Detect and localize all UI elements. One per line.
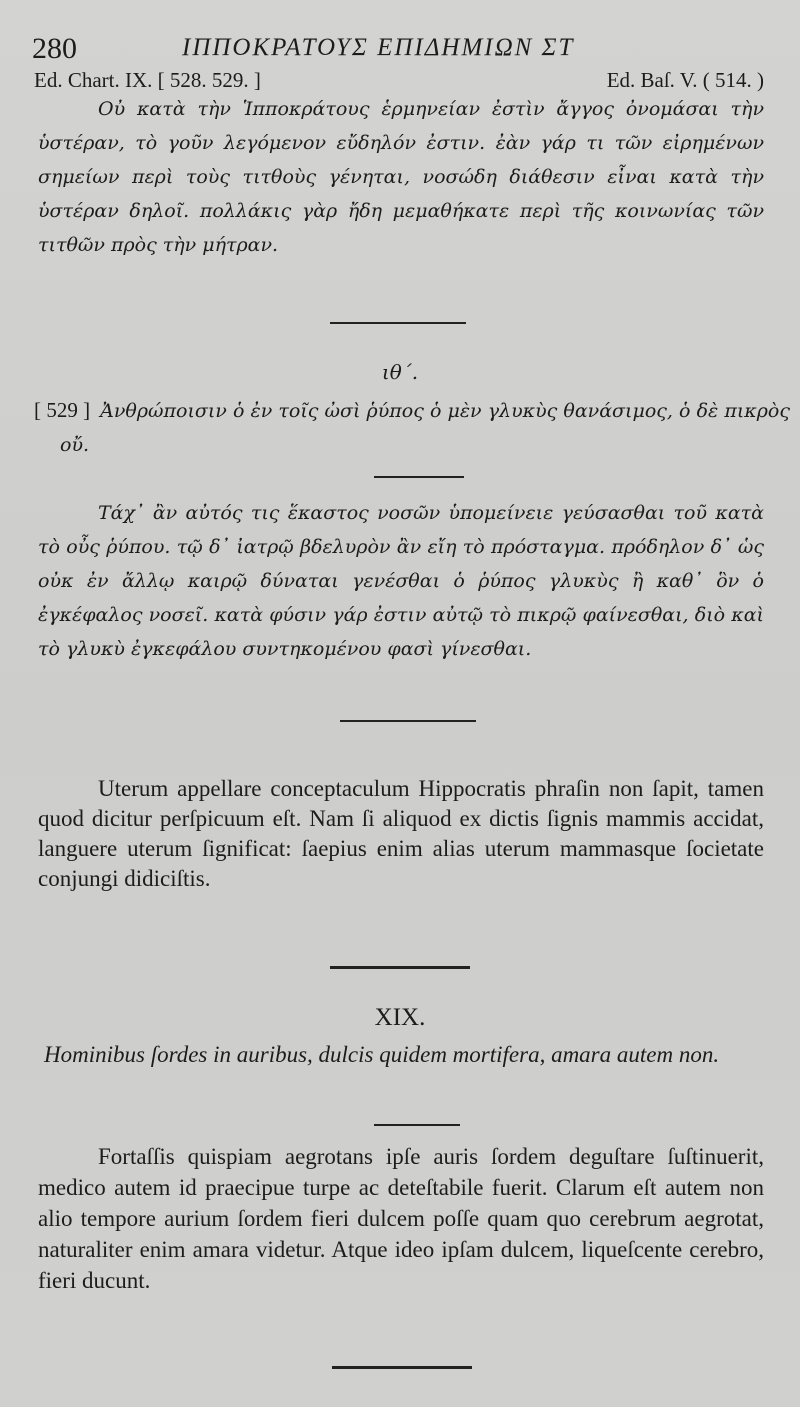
latin-commentary-1: Uterum appellare conceptaculum Hippocratis phraſin non ſapit, tamen quod dicitur perſpicuum eſt. Nam ſi aliquod ex dictis ſignis mammis accidat, languere uterum ſignificat: ſaepius enim alias uterum mammasque ſocietate conjungi didiciſtis. <box>38 776 764 891</box>
page-number: 280 <box>32 32 77 65</box>
latin-aphorism: Hominibus ſordes in auribus, dulcis quidem mortifera, amara autem non. <box>44 1042 720 1067</box>
running-title: ΙΠΠΟΚΡΑΤΟΥΣ ΕΠΙΔΗΜΙΩΝ ΣΤ <box>182 34 575 61</box>
greek-commentary-2: Τάχ᾽ ἂν αὐτός τις ἕκαστος νοσῶν ὑπομείνειε γεύσασθαι τοῦ κατὰ τὸ οὖς ῥύπου. τῷ δ᾽ ἰατρῷ βδελυρὸν ἂν εἴη τὸ πρόσταγμα. πρόδηλον δ᾽ ὡς οὐκ ἐν ἄλλῳ καιρῷ δύναται γενέσθαι ὁ ῥύπος γλυκὺς ἢ καθ᾽ ὃν ὁ ἐγκέφαλος νοσεῖ. κατὰ φύσιν γάρ ἐστιν αὐτῷ τὸ πικρῷ φαίνεσθαι, διὸ καὶ τὸ γλυκὺ ἐγκεφάλου συντηκομένου φασὶ γίνεσθαι. <box>38 502 764 660</box>
aphorism-reference: [ 529 ] <box>34 398 91 422</box>
divider <box>330 322 466 324</box>
edition-chartier: Ed. Chart. IX. [ 528. 529. ] <box>34 68 261 92</box>
greek-aphorism <box>34 393 790 462</box>
divider <box>340 720 476 722</box>
greek-commentary-1: Οὐ κατὰ τὴν Ἱπποκράτους ἑρμηνείαν ἐστὶν ἄγγος ὀνομάσαι τὴν ὑστέραν, τὸ γοῦν λεγόμενον εὔδηλόν ἐστιν. ἐὰν γάρ τι τῶν εἰρημένων σημείων περὶ τοὺς τιτθοὺς γένηται, νοσώδη διάθεσιν εἶναι κατὰ τὴν ὑστέραν δηλοῖ. πολλάκις γὰρ ἤδη μεμαθήκατε περὶ τῆς κοινωνίας τῶν τιτθῶν πρὸς τὴν μήτραν. <box>38 98 764 256</box>
greek-section-numeral: ιθ΄. <box>381 360 419 384</box>
page-header <box>32 30 772 66</box>
divider <box>374 476 464 478</box>
divider <box>332 1366 472 1369</box>
divider <box>374 1124 460 1126</box>
edition-basel: Ed. Baſ. V. ( 514. ) <box>606 68 764 92</box>
greek-aphorism-text: Ἀνθρώποισιν ὁ ἐν τοῖς ὠσὶ ῥύπος ὁ μὲν γλυκὺς θανάσιμος, ὁ δὲ πικρὸς οὔ. <box>60 400 790 456</box>
latin-commentary-2: Fortaſſis quispiam aegrotans ipſe auris ſordem deguſtare ſuſtinuerit, medico autem id praecipue turpe ac deteſtabile fuerit. Clarum eſt autem non alio tempore aurium ſordem fieri dulcem poſſe quam quo cerebrum aegrotat, naturaliter enim amara videtur. Atque ideo ipſam dulcem, liqueſcente cerebro, fieri ducunt. <box>38 1144 764 1293</box>
divider <box>330 966 470 969</box>
latin-section-numeral: XIX. <box>374 1004 426 1031</box>
